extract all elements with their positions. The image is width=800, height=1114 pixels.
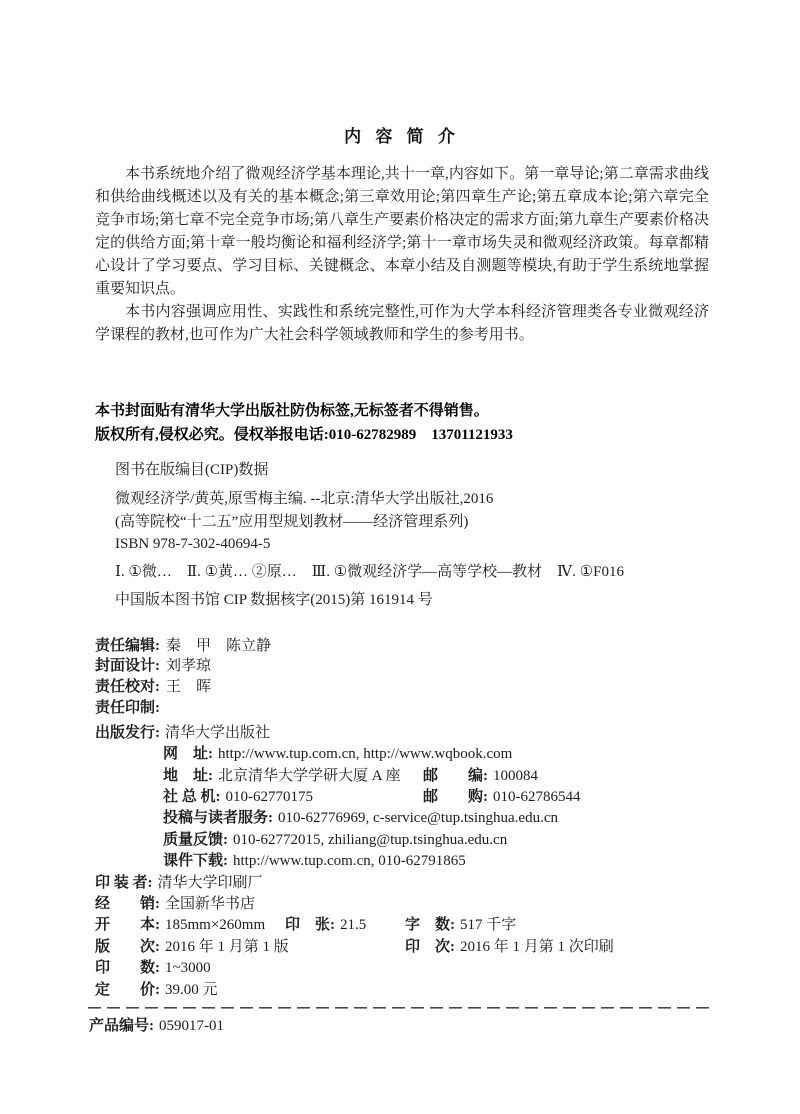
field-label: 课件下载: bbox=[163, 853, 228, 870]
publisher-website-url: http://www.tup.com.cn, http://www.wqbook.com bbox=[218, 746, 513, 763]
field-value: 清华大学印刷厂 bbox=[157, 874, 263, 891]
quality-feedback-contact: 010-62772015, zhiliang@tup.tsinghua.edu.cn bbox=[233, 831, 508, 848]
cip-series: (高等院校“十二五”应用型规划教材——经济管理系列) bbox=[115, 513, 469, 530]
pub-row-publisher bbox=[95, 723, 709, 744]
credit-row-print-supervisor bbox=[95, 698, 709, 719]
postal-code: 100084 bbox=[493, 767, 538, 784]
field-label: 地 址: bbox=[163, 767, 213, 784]
address-cell bbox=[163, 766, 423, 787]
edition-date: 2016 年 1 月第 1 版 bbox=[165, 938, 289, 955]
impression-date: 2016 年 1 月第 1 次印刷 bbox=[460, 938, 614, 955]
cip-isbn: ISBN 978-7-302-40694-5 bbox=[115, 536, 271, 552]
field-label: 出版发行: bbox=[95, 724, 160, 741]
field-value bbox=[160, 700, 166, 716]
field-label: 印 数: bbox=[95, 960, 160, 977]
field-value: 全国新华书店 bbox=[165, 895, 256, 912]
field-label: 字 数: bbox=[405, 917, 455, 934]
pub-row-reader-service bbox=[95, 808, 709, 829]
field-label: 邮 编: bbox=[423, 767, 488, 784]
product-number: 059017-01 bbox=[159, 1017, 224, 1034]
cip-heading: 图书在版编目(CIP)数据 bbox=[115, 462, 269, 478]
field-label: 印 装 者: bbox=[95, 874, 153, 891]
anti-counterfeit-notice: 本书封面贴有清华大学出版社防伪标签,无标签者不得销售。 bbox=[95, 403, 489, 419]
summary-paragraph-1: 本书系统地介绍了微观经济学基本理论,共十一章,内容如下。第一章导论;第二章需求曲线和供给曲线概述以及有关的基本概念;第三章效用论;第四章生产论;第五章成本论;第六章完全竞争市场;第七章不完全竞争市场;第八章生产要素价格决定的需求方面;第九章生产要素价格决定的供给方面;第十章一般均衡论和福利经济学;第十一章市场失灵和微观经济政策。每章都精心设计了学习要点、学习目标、关键概念、本章小结及自测题等模块,有助于学生系统地掌握重要知识点。 bbox=[95, 166, 709, 297]
edition-cell bbox=[95, 937, 405, 958]
format-cell bbox=[95, 915, 285, 936]
staff-credits bbox=[95, 636, 709, 719]
field-value: 010-62770175 bbox=[225, 788, 313, 805]
field-label: 责任编辑: bbox=[95, 637, 160, 654]
rights-reserved-notice: 版权所有,侵权必究。侵权举报电话:010-62782989 13701121933 bbox=[95, 427, 513, 443]
word-count: 517 千字 bbox=[460, 917, 517, 934]
sheets-cell bbox=[285, 915, 405, 936]
publication-info bbox=[95, 723, 709, 1001]
field-label: 邮 购: bbox=[423, 788, 488, 805]
field-label: 印 次: bbox=[405, 938, 455, 955]
field-label: 质量反馈: bbox=[163, 831, 228, 848]
field-value: 刘孝琼 bbox=[166, 658, 212, 675]
copyright-notice bbox=[95, 399, 709, 447]
print-run: 1~3000 bbox=[165, 960, 211, 977]
mail-order-phone: 010-62786544 bbox=[493, 788, 581, 805]
credit-row-proofreader bbox=[95, 677, 709, 698]
dashed-divider bbox=[88, 1007, 712, 1009]
field-label: 投稿与读者服务: bbox=[163, 810, 273, 827]
field-label: 责任印制: bbox=[95, 699, 160, 716]
field-label: 开 本: bbox=[95, 917, 160, 934]
cip-description: 微观经济学/黄英,原雪梅主编. --北京:清华大学出版社,2016 bbox=[115, 491, 494, 507]
pub-row-printer bbox=[95, 873, 709, 894]
field-value: 清华大学出版社 bbox=[165, 724, 271, 741]
cip-classification: Ⅰ. ①微… Ⅱ. ①黄… ②原… Ⅲ. ①微观经济学—高等学校—教材 Ⅳ. ①F016 bbox=[115, 563, 624, 580]
pub-row-website bbox=[95, 744, 709, 765]
field-label: 封面设计: bbox=[95, 658, 160, 675]
field-value: 北京清华大学学研大厦 A 座 bbox=[218, 767, 401, 784]
field-label: 印 张: bbox=[285, 917, 335, 934]
credit-row-cover-design bbox=[95, 656, 709, 677]
printed-sheets: 21.5 bbox=[340, 917, 367, 934]
cip-data-block bbox=[115, 459, 709, 612]
pub-row-switchboard bbox=[95, 787, 709, 808]
product-number-row bbox=[89, 1015, 709, 1037]
pub-row-distributor bbox=[95, 894, 709, 915]
field-label: 版 次: bbox=[95, 938, 160, 955]
pub-row-price bbox=[95, 980, 709, 1001]
pub-row-courseware-download bbox=[95, 851, 709, 872]
pub-row-address bbox=[95, 766, 709, 787]
pub-row-format bbox=[95, 915, 709, 936]
pub-row-print-run bbox=[95, 958, 709, 979]
book-size: 185mm×260mm bbox=[165, 917, 266, 934]
switchboard-cell bbox=[163, 787, 423, 808]
cip-record-number: 中国版本图书馆 CIP 数据核字(2015)第 161914 号 bbox=[115, 592, 433, 608]
price: 39.00 元 bbox=[165, 981, 218, 998]
reader-service-contact: 010-62776969, c-service@tup.tsinghua.edu.cn bbox=[278, 810, 558, 827]
page-title: 内 容 简 介 bbox=[344, 127, 460, 146]
field-label: 责任校对: bbox=[95, 679, 160, 696]
page-content bbox=[89, 122, 709, 1037]
courseware-download-contact: http://www.tup.com.cn, 010-62791865 bbox=[233, 853, 466, 870]
field-label: 经 销: bbox=[95, 895, 160, 912]
content-summary bbox=[95, 163, 709, 347]
field-label: 网 址: bbox=[163, 746, 213, 763]
credit-row-editor bbox=[95, 636, 709, 657]
field-value: 秦 甲 陈立静 bbox=[166, 637, 272, 654]
pub-row-edition bbox=[95, 937, 709, 958]
summary-paragraph-2: 本书内容强调应用性、实践性和系统完整性,可作为大学本科经济管理类各专业微观经济学课程的教材,也可作为广大社会科学领域教师和学生的参考用书。 bbox=[95, 304, 709, 343]
field-label: 产品编号: bbox=[89, 1017, 154, 1034]
field-label: 社 总 机: bbox=[163, 788, 221, 805]
field-value: 王 晖 bbox=[166, 679, 212, 696]
field-label: 定 价: bbox=[95, 981, 160, 998]
pub-row-quality-feedback bbox=[95, 830, 709, 851]
